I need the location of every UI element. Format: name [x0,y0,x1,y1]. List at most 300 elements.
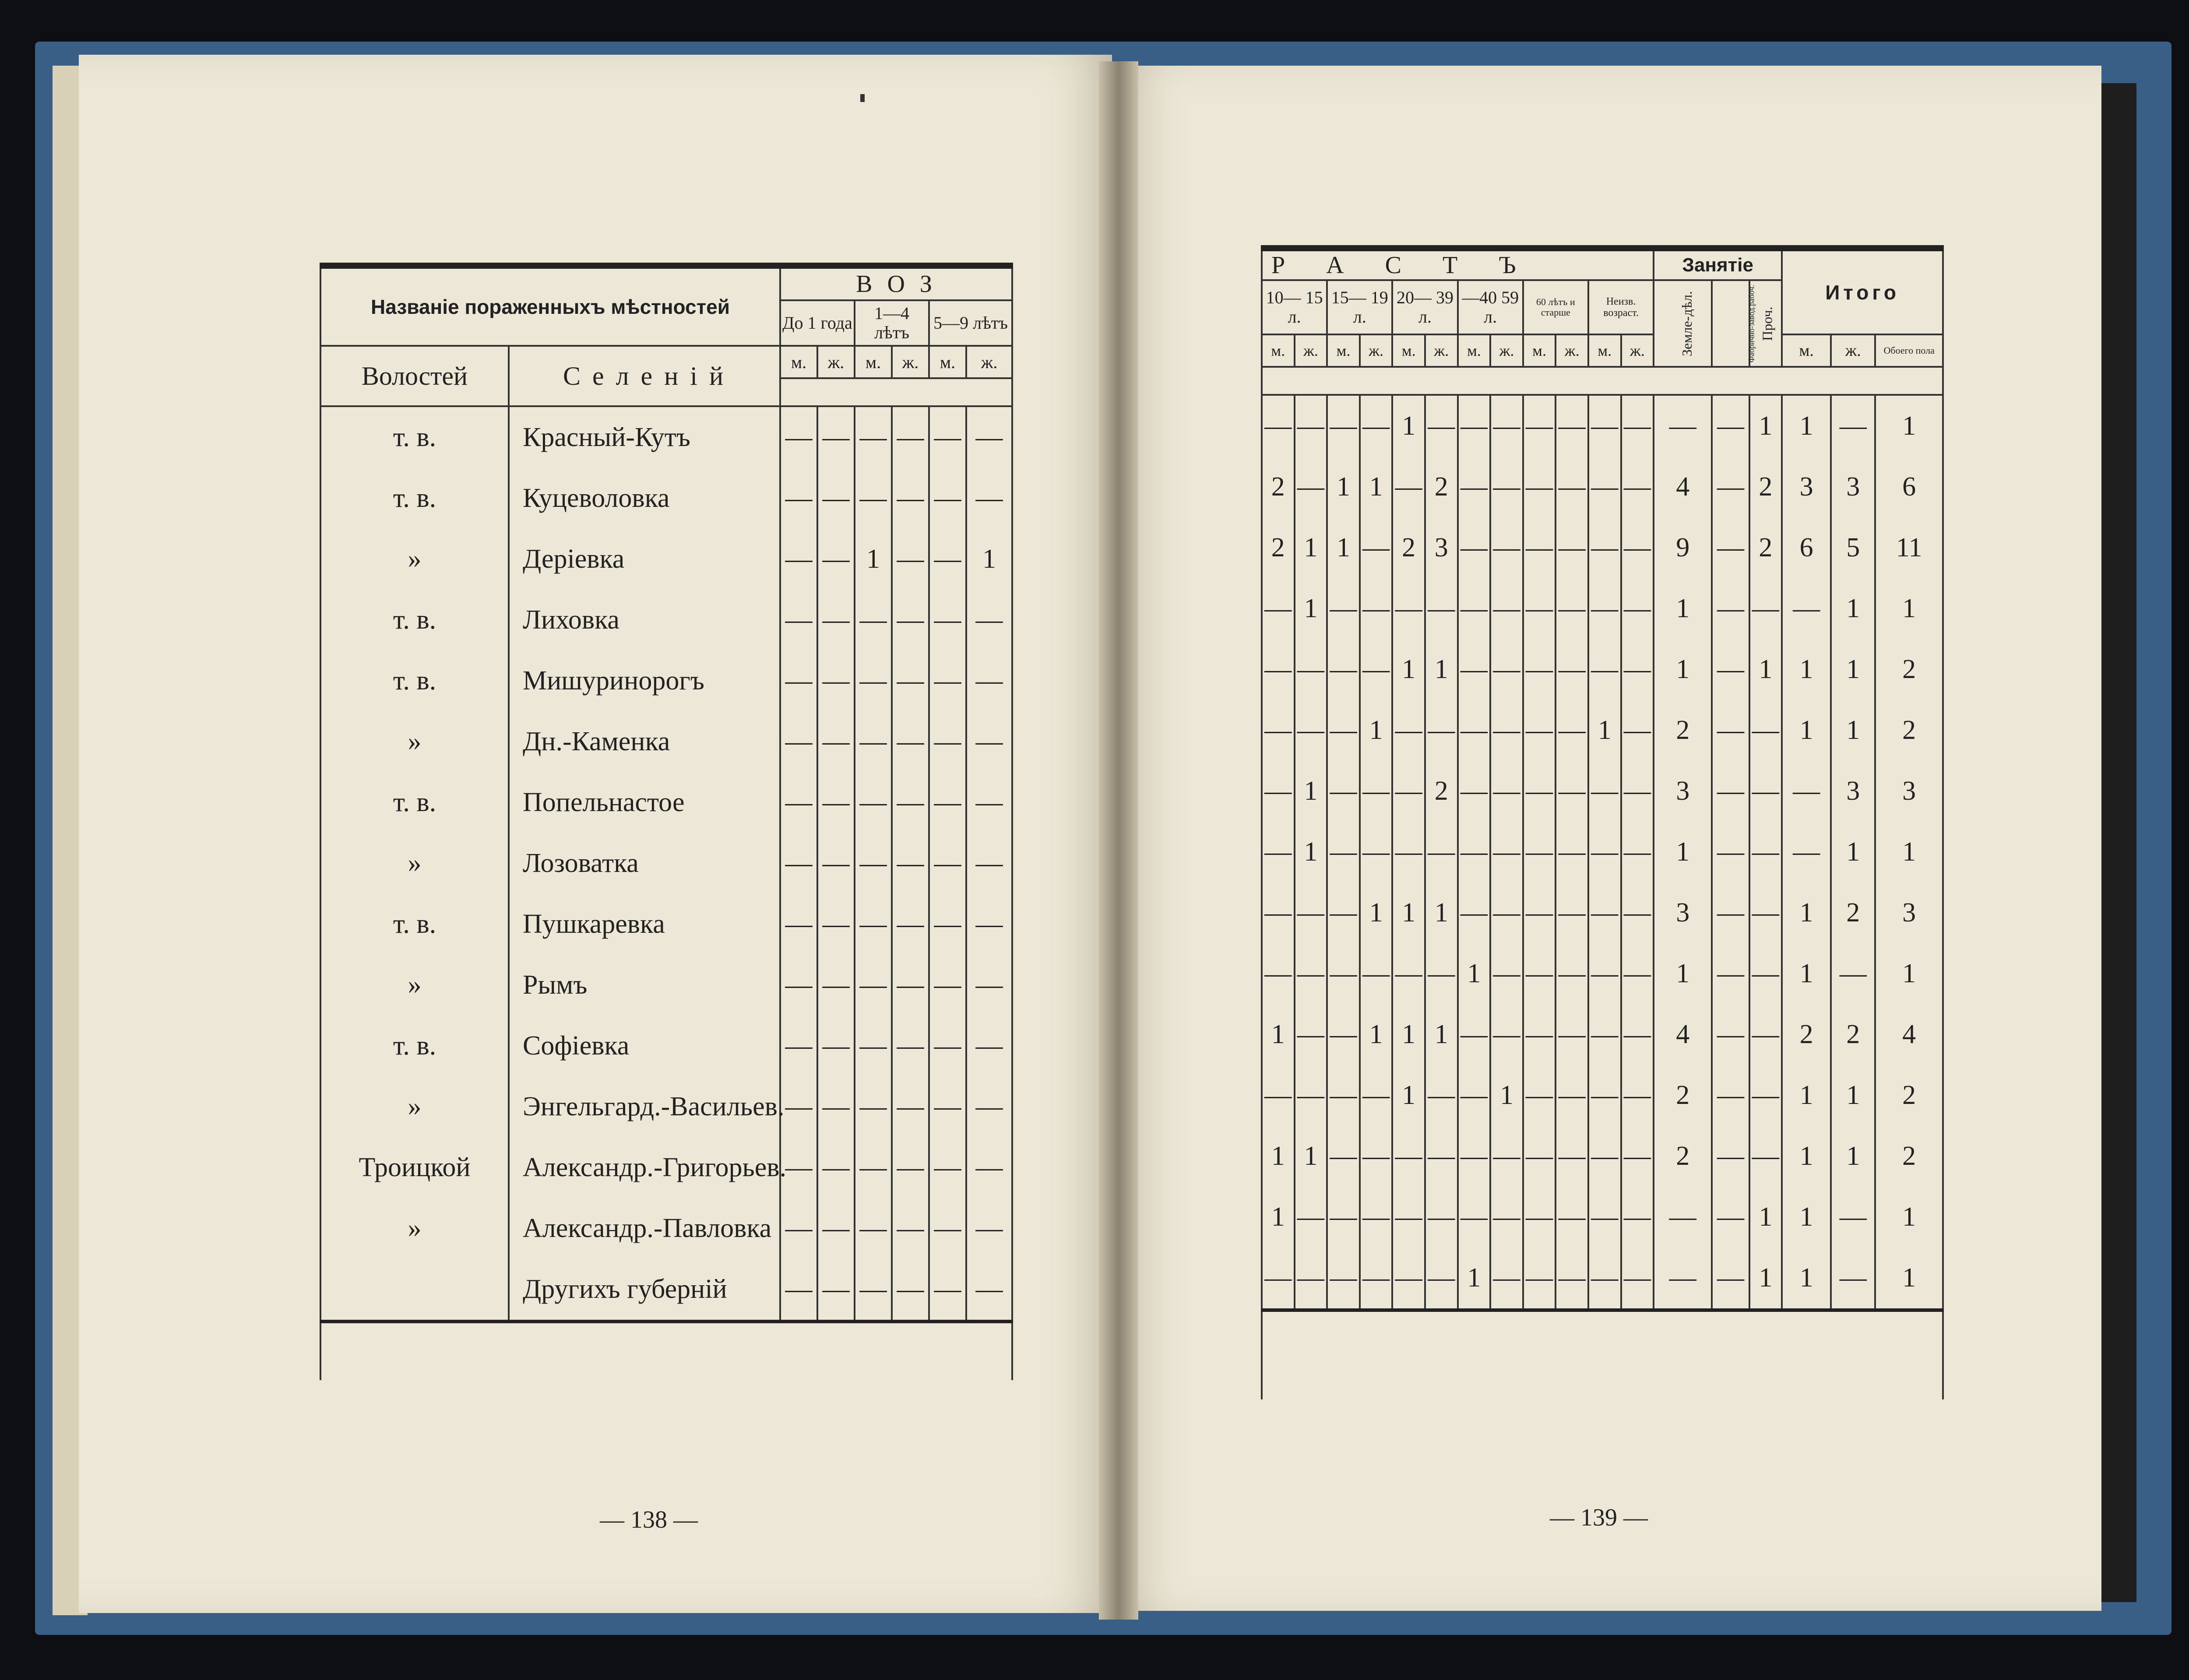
header-selo: С е л е н і й [509,346,780,406]
data-cell: 2 [1875,639,1943,700]
data-cell: — [892,529,929,590]
data-cell: — [1458,517,1491,578]
data-cell: — [966,894,1012,955]
data-cell: — [1262,1248,1295,1310]
data-cell: — [817,1137,855,1198]
data-cell: — [966,772,1012,833]
data-cell: 3 [1831,761,1875,822]
data-cell: 4 [1875,1004,1943,1065]
data-cell: — [892,1076,929,1137]
data-cell: 1 [1831,578,1875,639]
volost-cell: Троицкой [320,1137,509,1198]
table-row [320,650,1012,711]
data-cell: 1 [1749,395,1782,457]
data-cell: — [1588,1248,1621,1310]
data-cell: — [1523,700,1556,761]
data-cell: 1 [1295,822,1327,882]
data-cell: — [780,1259,817,1322]
data-cell: — [1712,943,1749,1004]
data-cell: 1 [1360,457,1393,517]
data-cell: — [780,406,817,468]
data-cell: — [855,650,892,711]
data-cell: — [1262,578,1295,639]
data-cell: — [1425,1065,1458,1126]
data-cell: 2 [1749,457,1782,517]
table-row [1262,822,1943,882]
data-cell: — [1262,700,1295,761]
data-cell: — [1295,943,1327,1004]
data-cell: — [1490,578,1523,639]
header-volost: Волостей [320,346,509,406]
data-cell: — [1556,882,1588,943]
table-row [320,1076,1012,1137]
data-cell: — [780,1076,817,1137]
data-cell: — [1490,822,1523,882]
data-cell: — [1490,1126,1523,1187]
data-cell: — [1360,517,1393,578]
header-age-1: 15— 19 л. [1327,280,1392,334]
data-cell: — [780,1137,817,1198]
volost-cell: » [320,833,509,894]
data-cell: 1 [1782,1248,1831,1310]
data-cell: 1 [1392,639,1425,700]
data-cell: — [817,1198,855,1259]
data-cell: 1 [1875,822,1943,882]
data-cell: — [1831,395,1875,457]
data-cell: 1 [1295,578,1327,639]
sex-label: ж. [817,346,855,378]
data-cell: — [1588,517,1621,578]
data-cell: — [1327,822,1360,882]
data-cell: — [929,1259,966,1322]
data-cell: — [855,1137,892,1198]
selo-cell: Дн.-Каменка [509,711,780,772]
data-cell: — [1392,700,1425,761]
data-cell: — [1621,1065,1654,1126]
data-cell: — [929,468,966,529]
data-cell: — [1295,1065,1327,1126]
data-cell: 1 [1425,1004,1458,1065]
table-row [1262,1248,1943,1310]
data-cell: — [1556,700,1588,761]
data-cell: — [1712,1065,1749,1126]
selo-cell: Александр.-Павловка [509,1198,780,1259]
book-gutter [1099,61,1138,1620]
data-cell: — [1523,882,1556,943]
data-cell: — [1523,1065,1556,1126]
data-cell: — [1621,517,1654,578]
data-cell: — [929,1076,966,1137]
data-cell: — [1327,1065,1360,1126]
table-row [1262,943,1943,1004]
volost-cell: т. в. [320,590,509,650]
data-cell: — [966,1137,1012,1198]
data-cell: 1 [1295,761,1327,822]
data-cell: — [1490,517,1523,578]
data-cell: — [1621,639,1654,700]
total-col-both: Обоего пола [1875,334,1943,367]
data-cell: — [1360,1187,1393,1248]
data-cell: — [1327,1187,1360,1248]
selo-cell: Лозоватка [509,833,780,894]
data-cell: — [1556,943,1588,1004]
data-cell: — [780,468,817,529]
data-cell: — [1621,578,1654,639]
data-cell: — [780,590,817,650]
data-cell: — [1831,1248,1875,1310]
data-cell: — [855,1259,892,1322]
data-cell: — [966,1076,1012,1137]
volost-cell: т. в. [320,468,509,529]
data-cell: — [1588,882,1621,943]
data-cell: — [1588,761,1621,822]
data-cell: — [780,711,817,772]
data-cell: — [780,650,817,711]
data-cell: 1 [1588,700,1621,761]
data-cell: — [1588,639,1621,700]
data-cell: — [817,894,855,955]
data-cell: — [1490,882,1523,943]
data-cell: — [1425,395,1458,457]
sex-label: м. [1327,334,1360,367]
data-cell: — [1490,1248,1523,1310]
data-cell: — [966,1259,1012,1322]
data-cell: 1 [1392,1065,1425,1126]
table-row [320,1259,1012,1322]
volost-cell: т. в. [320,772,509,833]
volost-cell: т. в. [320,650,509,711]
data-cell: — [892,955,929,1016]
data-cell: — [817,955,855,1016]
data-cell: — [892,1016,929,1076]
data-cell: — [1262,395,1295,457]
selo-cell: Софіевка [509,1016,780,1076]
data-cell: 1 [1360,700,1393,761]
data-cell: — [929,1137,966,1198]
data-cell: — [817,650,855,711]
data-cell: — [1621,822,1654,882]
data-cell: — [1458,1126,1491,1187]
data-cell: — [1425,1126,1458,1187]
data-cell: 1 [1749,1248,1782,1310]
data-cell: — [1523,457,1556,517]
data-cell: 3 [1875,882,1943,943]
data-cell: — [1523,639,1556,700]
data-cell: — [1425,578,1458,639]
table-row [1262,517,1943,578]
data-cell: — [892,711,929,772]
data-cell: — [1556,1065,1588,1126]
data-cell: 1 [1875,395,1943,457]
data-cell: — [1392,1187,1425,1248]
data-cell: — [817,772,855,833]
data-cell: — [1621,943,1654,1004]
table-row [1262,1065,1943,1126]
data-cell: 1 [1782,1187,1831,1248]
data-cell: — [1556,822,1588,882]
data-cell: — [1458,1004,1491,1065]
volost-cell: » [320,529,509,590]
data-cell: — [1458,700,1491,761]
sex-label: ж. [1360,334,1393,367]
data-cell: — [817,833,855,894]
data-cell: 3 [1425,517,1458,578]
data-cell: — [817,468,855,529]
data-cell: — [1360,822,1393,882]
data-cell: — [1490,457,1523,517]
data-cell: — [892,1259,929,1322]
data-cell: — [1327,943,1360,1004]
data-cell: — [1295,457,1327,517]
data-cell: — [817,1259,855,1322]
volost-cell: т. в. [320,406,509,468]
data-cell: 3 [1654,761,1712,822]
data-cell: 2 [1654,700,1712,761]
data-cell: — [1588,1187,1621,1248]
data-cell: 1 [1875,578,1943,639]
data-cell: — [1556,1187,1588,1248]
data-cell: 1 [1262,1187,1295,1248]
data-cell: — [1295,1187,1327,1248]
sex-label: ж. [1621,334,1654,367]
data-cell: 1 [1425,882,1458,943]
data-cell: — [1782,761,1831,822]
table-row [320,1137,1012,1198]
data-cell: — [1782,578,1831,639]
data-cell: — [1556,1248,1588,1310]
data-cell: — [1327,1004,1360,1065]
data-cell: 1 [1654,578,1712,639]
data-cell: — [1490,1004,1523,1065]
data-cell: — [1654,1248,1712,1310]
data-cell: 3 [1875,761,1943,822]
data-cell: — [1556,1004,1588,1065]
data-cell: — [855,894,892,955]
data-cell: 1 [1360,1004,1393,1065]
data-cell: — [1490,943,1523,1004]
data-cell: — [966,468,1012,529]
data-cell: — [929,833,966,894]
data-cell: — [1523,761,1556,822]
data-cell: 1 [1295,517,1327,578]
header-occupation: Занятіе [1654,248,1782,280]
table-row [1262,761,1943,822]
data-cell: 9 [1654,517,1712,578]
table-row [1262,882,1943,943]
data-cell: — [1490,700,1523,761]
data-cell: — [1556,639,1588,700]
data-cell: — [1654,1187,1712,1248]
data-cell: — [1425,943,1458,1004]
data-cell: — [855,1076,892,1137]
data-cell: — [1588,943,1621,1004]
data-cell: 5 [1831,517,1875,578]
data-cell: 1 [1749,1187,1782,1248]
data-cell: 2 [1831,882,1875,943]
data-cell: — [1712,1248,1749,1310]
data-cell: — [1712,761,1749,822]
data-cell: — [1588,395,1621,457]
data-cell: — [1621,457,1654,517]
data-cell: — [1327,1126,1360,1187]
data-cell: — [1712,395,1749,457]
header-occ-0 [1654,280,1712,367]
data-cell: 1 [1875,943,1943,1004]
sex-label: м. [855,346,892,378]
data-cell: — [1262,639,1295,700]
data-cell: — [1425,700,1458,761]
page-number-right: — 139 — [1550,1504,1648,1531]
data-cell: 3 [1831,457,1875,517]
data-cell: — [1458,882,1491,943]
data-cell: — [1262,882,1295,943]
data-cell: 4 [1654,1004,1712,1065]
data-cell: — [1458,395,1491,457]
data-cell: — [1749,882,1782,943]
table-row [320,529,1012,590]
data-cell: — [1392,1126,1425,1187]
data-cell: 3 [1782,457,1831,517]
data-cell: 2 [1392,517,1425,578]
table-row [320,894,1012,955]
data-cell: — [966,650,1012,711]
data-cell: — [892,833,929,894]
data-cell: — [929,894,966,955]
header-age-2: 20— 39 л. [1392,280,1457,334]
data-cell: — [892,1137,929,1198]
data-cell: 1 [1875,1248,1943,1310]
data-cell: — [1712,1004,1749,1065]
data-cell: — [1327,578,1360,639]
volost-cell: » [320,711,509,772]
left-table [320,263,1013,1380]
header-age-0: До 1 года [780,300,855,346]
data-cell: — [1621,761,1654,822]
sex-label: м. [1588,334,1621,367]
data-cell: — [1588,1126,1621,1187]
data-cell: — [817,406,855,468]
data-cell: — [817,711,855,772]
data-cell: — [1360,578,1393,639]
data-cell: — [1327,700,1360,761]
table-row [1262,1004,1943,1065]
data-cell: — [1458,578,1491,639]
data-cell: 1 [1782,700,1831,761]
data-cell: — [1360,943,1393,1004]
data-cell: 2 [1831,1004,1875,1065]
table-row [320,590,1012,650]
right-page-edges [2097,83,2136,1602]
data-cell: 1 [1782,639,1831,700]
data-cell: — [855,468,892,529]
data-cell: — [1360,1065,1393,1126]
data-cell: — [855,772,892,833]
data-cell: — [1295,395,1327,457]
data-cell: 2 [1262,517,1295,578]
data-cell: 1 [1875,1187,1943,1248]
data-cell: — [966,1016,1012,1076]
data-cell: — [929,529,966,590]
data-cell: 2 [1875,1126,1943,1187]
data-cell: — [966,406,1012,468]
volost-cell: » [320,1076,509,1137]
data-cell: 4 [1654,457,1712,517]
table-row [320,468,1012,529]
selo-cell: Другихъ губерній [509,1259,780,1322]
data-cell: — [1327,639,1360,700]
data-cell: 1 [1392,882,1425,943]
data-cell: — [1425,822,1458,882]
data-cell: — [1392,457,1425,517]
data-cell: — [1749,700,1782,761]
data-cell: 1 [1425,639,1458,700]
data-cell: — [1782,822,1831,882]
data-cell: — [1392,761,1425,822]
data-cell: — [892,650,929,711]
data-cell: — [780,1016,817,1076]
data-cell: — [1490,639,1523,700]
data-cell: — [1621,395,1654,457]
data-cell: 2 [1425,761,1458,822]
data-cell: — [1392,943,1425,1004]
data-cell: — [855,711,892,772]
data-cell: — [892,406,929,468]
data-cell: — [966,1198,1012,1259]
data-cell: — [1712,1187,1749,1248]
data-cell: — [1392,1248,1425,1310]
selo-cell: Попельнастое [509,772,780,833]
table-row [320,1198,1012,1259]
data-cell: — [1588,457,1621,517]
data-cell: 2 [1425,457,1458,517]
data-cell: — [929,711,966,772]
selo-cell: Мишуринорогъ [509,650,780,711]
data-cell: 1 [1458,943,1491,1004]
data-cell: — [1654,395,1712,457]
sex-label: м. [1458,334,1491,367]
data-cell: 1 [1295,1126,1327,1187]
volost-cell: т. в. [320,1016,509,1076]
data-cell: 6 [1782,517,1831,578]
table-row [1262,639,1943,700]
data-cell: — [1360,1126,1393,1187]
volost-cell: т. в. [320,894,509,955]
data-cell: — [1523,943,1556,1004]
data-cell: — [1749,761,1782,822]
data-cell: — [1327,395,1360,457]
table-row [320,406,1012,468]
data-cell: 1 [1360,882,1393,943]
sex-label: ж. [892,346,929,378]
data-cell: — [966,955,1012,1016]
header-age-banner: В О З [780,266,1012,300]
data-cell: — [929,772,966,833]
data-cell: 1 [1831,1065,1875,1126]
occ-label: Проч. [1759,306,1775,341]
data-cell: — [1458,457,1491,517]
data-cell: — [1556,395,1588,457]
data-cell: 1 [1782,943,1831,1004]
data-cell: 1 [1654,639,1712,700]
data-cell: 6 [1875,457,1943,517]
data-cell: — [1621,1004,1654,1065]
data-cell: 1 [1782,882,1831,943]
data-cell: — [1523,1004,1556,1065]
data-cell: 1 [1654,943,1712,1004]
data-cell: — [1749,943,1782,1004]
data-cell: — [1621,882,1654,943]
data-cell: — [1425,1187,1458,1248]
